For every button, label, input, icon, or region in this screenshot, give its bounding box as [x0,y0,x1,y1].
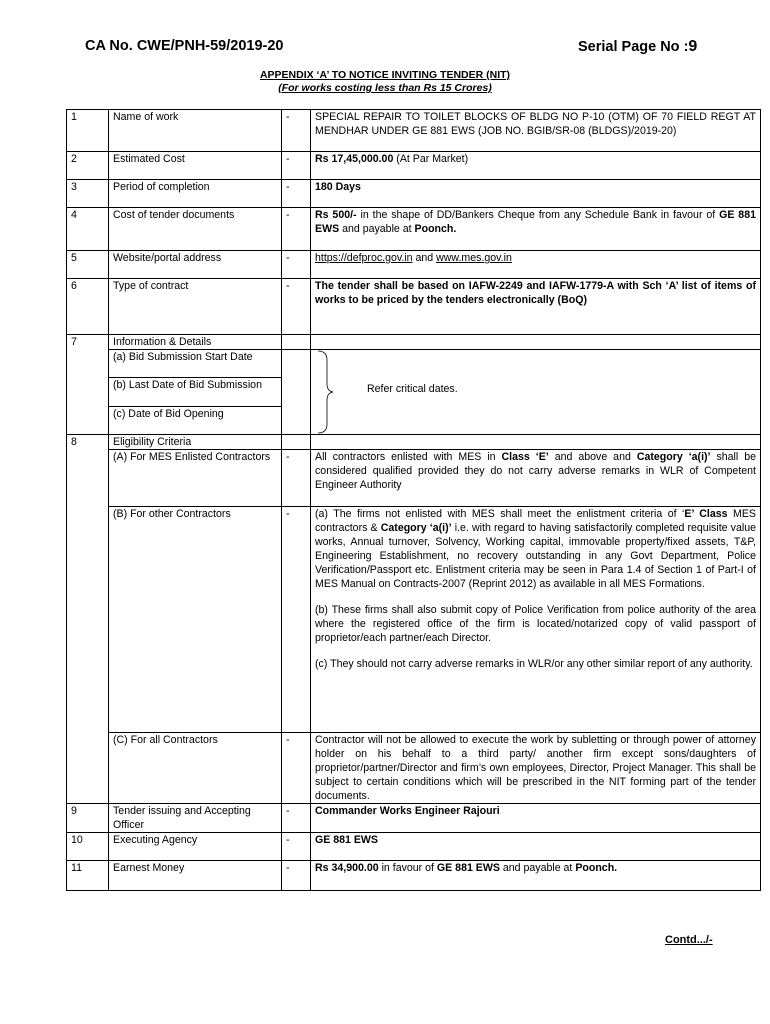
row-label: Estimated Cost [109,152,282,180]
row-value: Contractor will not be allowed to execute the work by subletting or through power of attorney holder on his behalf to a third party/ another firm except sons/daughters of proprietor/partner/Director and firm’s own employees, Director, Project Manager. This shall be subject to certain conditions which will be prescribed in the NIT forming part of the tender documents. [311,733,761,804]
row-value: SPECIAL REPAIR TO TOILET BLOCKS OF BLDG NO P-10 (OTM) OF 70 FIELD REGT AT MENDHAR UNDER GE 881 EWS (JOB NO. BGIB/SR-08 (BLDGS)/2019-20) [311,110,761,152]
estimated-cost-amount: Rs 17,45,000.00 [315,153,394,165]
tender-doc-cost: Rs 500/- [315,209,357,221]
row-label: Eligibility Criteria [109,435,282,450]
table-row [67,152,761,180]
table-row [67,335,761,350]
table-row [67,861,761,891]
row-dash: - [282,804,311,833]
class-e: Class ‘E’ [501,451,549,463]
issuing-officer: Commander Works Engineer Rajouri [315,805,500,817]
row-dash: - [282,152,311,180]
defproc-link[interactable]: https://defproc.gov.in [315,252,413,264]
sub-label: (A) For MES Enlisted Contractors [109,450,282,507]
table-row [67,279,761,335]
tender-details-table [66,109,761,891]
row-number: 1 [67,110,109,152]
category-ai: Category ‘a(i)’ [380,522,452,534]
table-row [67,833,761,861]
row-value [311,208,761,251]
sub-label: (a) Bid Submission Start Date [109,350,282,378]
text-span: MES contractors & [315,508,756,534]
paragraph-b: (b) These firms shall also submit copy of Police Verification from police authority of the area where the registered office of the firm is located/notarized copy of valid passport of proprietor/each partner/each Director. [315,604,756,644]
row-dash: - [282,507,311,733]
table-row [67,350,761,378]
row-dash: - [282,833,311,861]
row-number: 10 [67,833,109,861]
text-span: and payable at [499,862,576,874]
earnest-money-amount: Rs 34,900.00 [315,862,379,874]
text-span: and above and [548,451,637,463]
serial-page [578,38,697,56]
empty-cell [282,435,311,450]
row-label: Period of completion [109,180,282,208]
text-span: in favour of [378,862,437,874]
appendix-subtitle: (For works costing less than Rs 15 Crores) [278,82,492,94]
row-dash: - [282,180,311,208]
table-row [67,110,761,152]
table-row [67,733,761,804]
category-ai: Category ‘a(i)’ [636,451,711,463]
paragraph-a [315,507,756,591]
row-value [311,861,761,891]
payee-name: GE 881 EWS [315,209,756,235]
row-dash: - [282,279,311,335]
row-label: Earnest Money [109,861,282,891]
table-row [67,180,761,208]
row-dash: - [282,251,311,279]
serial-page-number: 9 [688,38,698,55]
table-row [67,507,761,733]
sub-label: (b) Last Date of Bid Submission [109,378,282,406]
empty-cell [282,350,311,435]
row-value [311,251,761,279]
row-number: 2 [67,152,109,180]
row-label: Website/portal address [109,251,282,279]
row-dash: - [282,733,311,804]
mes-link[interactable]: www.mes.gov.in [436,252,512,264]
critical-dates-cell [311,350,761,435]
payee-name: GE 881 EWS [436,862,500,874]
right-brace-icon [317,350,335,434]
appendix-title: APPENDIX ‘A’ TO NOTICE INVITING TENDER (NIT) [259,69,511,81]
text-span: All contractors enlisted with MES in [315,451,502,463]
payable-location: Poonch. [414,223,457,235]
row-label: Tender issuing and Accepting Officer [109,804,282,833]
row-value [311,279,761,335]
sub-label: (C) For all Contractors [109,733,282,804]
table-row [67,435,761,450]
e-class: E’ Class [684,508,728,520]
row-label: Name of work [109,110,282,152]
sub-label: (B) For other Contractors [109,507,282,733]
continued-marker: Contd.../- [665,934,713,946]
row-label: Cost of tender documents [109,208,282,251]
row-number: 4 [67,208,109,251]
row-value [311,450,761,507]
row-dash: - [282,861,311,891]
row-number: 3 [67,180,109,208]
row-number: 7 [67,335,109,435]
text-span: and payable at [339,223,415,235]
text-span: (a) The firms not enlisted with MES shall meet the enlistment criteria of ‘ [315,508,685,520]
row-dash: - [282,208,311,251]
row-value [311,804,761,833]
text-span: i.e. with regard to having satisfactorily completed requisite value works, Annual turnover, Solvency, Working capital, immovable property/fixed assets, T&P, Engineering Establishment, no recovery outstanding in any Govt Department, Police Verification/Passport etc. Enlistment criteria may be seen in Para 1.4 of Section 1 of Part-I of MES Manual on Contracts-2007 (Reprint 2012) as available in all MES Formations. [315,522,757,590]
empty-cell [311,435,761,450]
row-number: 6 [67,279,109,335]
serial-label: Serial Page No : [578,39,689,55]
empty-cell [311,335,761,350]
row-value [311,180,761,208]
row-value [311,833,761,861]
sub-label: (c) Date of Bid Opening [109,406,282,434]
row-number: 5 [67,251,109,279]
paragraph-c: (c) They should not carry adverse remarks in WLR/or any other similar report of any authority. [315,658,753,670]
contract-type: The tender shall be based on IAFW-2249 and IAFW-1779-A with Sch ‘A’ list of items of works to be priced by the tenders electronically (BoQ) [315,280,756,306]
row-number: 11 [67,861,109,891]
row-label: Information & Details [109,335,282,350]
table-row [67,208,761,251]
completion-period: 180 Days [315,181,361,193]
estimated-cost-note: (At Par Market) [393,153,469,165]
row-dash: - [282,110,311,152]
refer-critical-dates: Refer critical dates. [367,383,458,395]
row-label: Executing Agency [109,833,282,861]
text-span: shall be considered qualified provided they do not carry adverse remarks in WLR of Competent Engineer Authority [315,451,757,491]
table-row [67,450,761,507]
ca-number: CA No. CWE/PNH-59/2019-20 [85,38,284,54]
executing-agency: GE 881 EWS [315,834,378,846]
row-label: Type of contract [109,279,282,335]
table-row [67,251,761,279]
row-value [311,507,761,733]
text-span: and [412,252,437,264]
row-dash: - [282,450,311,507]
row-number: 9 [67,804,109,833]
payable-location: Poonch. [575,862,618,874]
text-span: in the shape of DD/Bankers Cheque from any Schedule Bank in favour of [356,209,720,221]
table-row [67,804,761,833]
row-number: 8 [67,435,109,804]
row-value [311,152,761,180]
empty-cell [282,335,311,350]
